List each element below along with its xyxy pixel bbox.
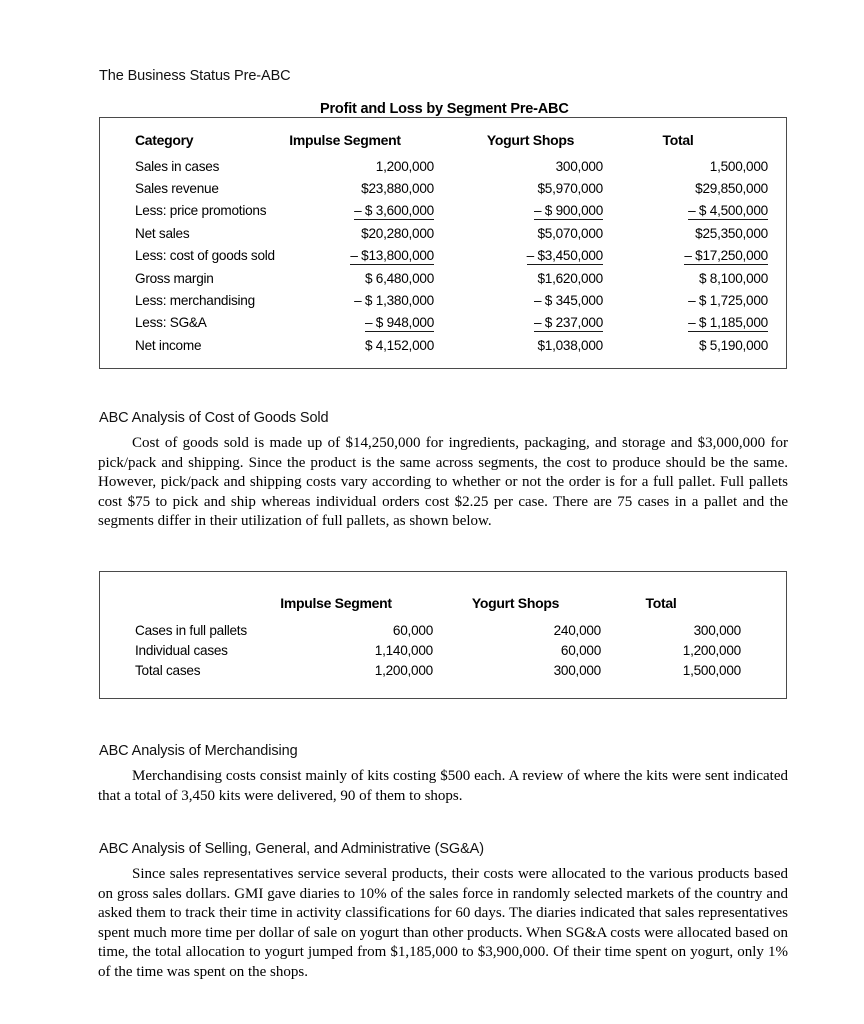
cell-impulse: 60,000 <box>392 623 433 638</box>
cell-total: – $ 1,725,000 <box>688 292 768 308</box>
table-row <box>100 268 786 290</box>
cell-yogurt: $1,038,000 <box>537 337 603 353</box>
row-label: Net sales <box>135 225 190 241</box>
pallet-utilization-table <box>99 571 787 699</box>
table-row <box>100 621 786 641</box>
cell-impulse: – $ 1,380,000 <box>354 292 434 308</box>
cell-impulse: 1,200,000 <box>375 158 434 174</box>
cell-yogurt: 240,000 <box>553 623 601 638</box>
row-label: Less: merchandising <box>135 292 255 308</box>
profit-loss-table <box>99 117 787 369</box>
cell-impulse: $ 6,480,000 <box>364 270 434 286</box>
column-header-category: Category <box>135 132 194 148</box>
cell-impulse: $ 4,152,000 <box>364 337 434 353</box>
cell-total: $29,850,000 <box>695 180 768 196</box>
cell-total: 1,200,000 <box>682 643 741 659</box>
cell-yogurt: – $ 237,000 <box>533 315 603 331</box>
table-row <box>100 245 786 267</box>
table-row <box>100 335 786 357</box>
cell-total: $25,350,000 <box>695 225 768 241</box>
cell-yogurt: – $ 900,000 <box>533 203 603 219</box>
column-header-impulse-segment: Impulse Segment <box>280 595 392 611</box>
cell-total: $ 5,190,000 <box>698 337 768 353</box>
cell-impulse: $23,880,000 <box>361 180 434 196</box>
row-label: Less: price promotions <box>135 203 267 219</box>
cell-total: 300,000 <box>693 623 741 638</box>
cell-yogurt: $5,970,000 <box>537 180 603 196</box>
row-label: Net income <box>135 337 202 353</box>
column-header-total: Total <box>662 132 694 148</box>
table-header-row <box>100 129 786 151</box>
cell-yogurt: – $ 345,000 <box>533 292 603 308</box>
paragraph-abc-cogs: Cost of goods sold is made up of $14,250,000 for ingredients, packaging, and storage and $3,000,000 for pick/pack and shipping. Since the product is the same across segments, the cost to produce should be the same. However, pick/pack and shipping costs vary according to whether or not the order is for a full pallet. Full pallets cost $75 to pick and ship whereas individual orders cost $2.25 per case. There are 75 cases in a pallet and the segments differ in their utilization of full pallets, as shown below. <box>98 435 788 530</box>
cell-total: – $ 4,500,000 <box>688 203 768 219</box>
column-header-yogurt-shops: Yogurt Shops <box>486 132 575 148</box>
row-label: Gross margin <box>135 270 214 286</box>
table-row <box>100 223 786 245</box>
cell-impulse: – $ 3,600,000 <box>354 203 434 219</box>
cell-yogurt: $1,620,000 <box>537 270 603 286</box>
cell-yogurt: 300,000 <box>553 663 601 679</box>
cell-yogurt: 60,000 <box>560 643 601 659</box>
cell-total: 1,500,000 <box>709 158 768 174</box>
table-row <box>100 641 786 661</box>
row-label: Less: SG&A <box>135 315 207 331</box>
table-row <box>100 312 786 334</box>
cell-impulse: 1,200,000 <box>374 663 433 679</box>
profit-loss-table-title: Profit and Loss by Segment Pre-ABC <box>320 101 569 117</box>
cell-impulse: – $13,800,000 <box>350 248 434 264</box>
heading-abc-cogs: ABC Analysis of Cost of Goods Sold <box>99 410 329 426</box>
heading-business-status: The Business Status Pre-ABC <box>99 68 291 84</box>
column-header-yogurt-shops: Yogurt Shops <box>471 595 560 611</box>
row-label: Less: cost of goods sold <box>135 248 275 264</box>
table-row <box>100 661 786 681</box>
cell-impulse: $20,280,000 <box>361 225 434 241</box>
column-header-impulse-segment: Impulse Segment <box>289 132 401 148</box>
table-row <box>100 200 786 222</box>
cell-total: – $ 1,185,000 <box>688 315 768 331</box>
cell-impulse: 1,140,000 <box>374 643 433 659</box>
cell-total: 1,500,000 <box>682 663 741 679</box>
cell-yogurt: – $3,450,000 <box>526 248 603 264</box>
cell-impulse: – $ 948,000 <box>364 315 434 331</box>
heading-abc-merchandising: ABC Analysis of Merchandising <box>99 743 298 759</box>
table-row <box>100 290 786 312</box>
paragraph-abc-merchandising: Merchandising costs consist mainly of kits costing $500 each. A review of where the kits were sent indicated that a total of 3,450 kits were delivered, 90 of them to shops. <box>98 768 788 804</box>
table-row <box>100 178 786 200</box>
cell-yogurt: 300,000 <box>555 158 603 174</box>
row-label: Sales in cases <box>135 158 220 174</box>
row-label: Individual cases <box>135 643 228 659</box>
table-row <box>100 156 786 178</box>
heading-abc-sga: ABC Analysis of Selling, General, and Administrative (SG&A) <box>99 841 484 857</box>
row-label: Total cases <box>135 663 201 679</box>
row-label: Cases in full pallets <box>135 623 247 638</box>
cell-total: $ 8,100,000 <box>698 270 768 286</box>
row-label: Sales revenue <box>135 180 219 196</box>
table-header-row <box>100 592 786 614</box>
column-header-total: Total <box>645 595 677 611</box>
paragraph-abc-sga: Since sales representatives service several products, their costs were allocated to the various products based on gross sales dollars. GMI gave diaries to 10% of the sales force in randomly selected markets of the country and asked them to track their time in activity classifications for 60 days. The diaries indicated that sales representatives spent much more time per dollar of sale on yogurt than other products. When SG&A costs were allocated based on time, the total allocation to yogurt jumped from $1,185,000 to $3,900,000. Of their time spent on yogurt, only 1% of the time was spent on the shops. <box>98 866 788 980</box>
cell-total: – $17,250,000 <box>684 248 768 264</box>
cell-yogurt: $5,070,000 <box>537 225 603 241</box>
